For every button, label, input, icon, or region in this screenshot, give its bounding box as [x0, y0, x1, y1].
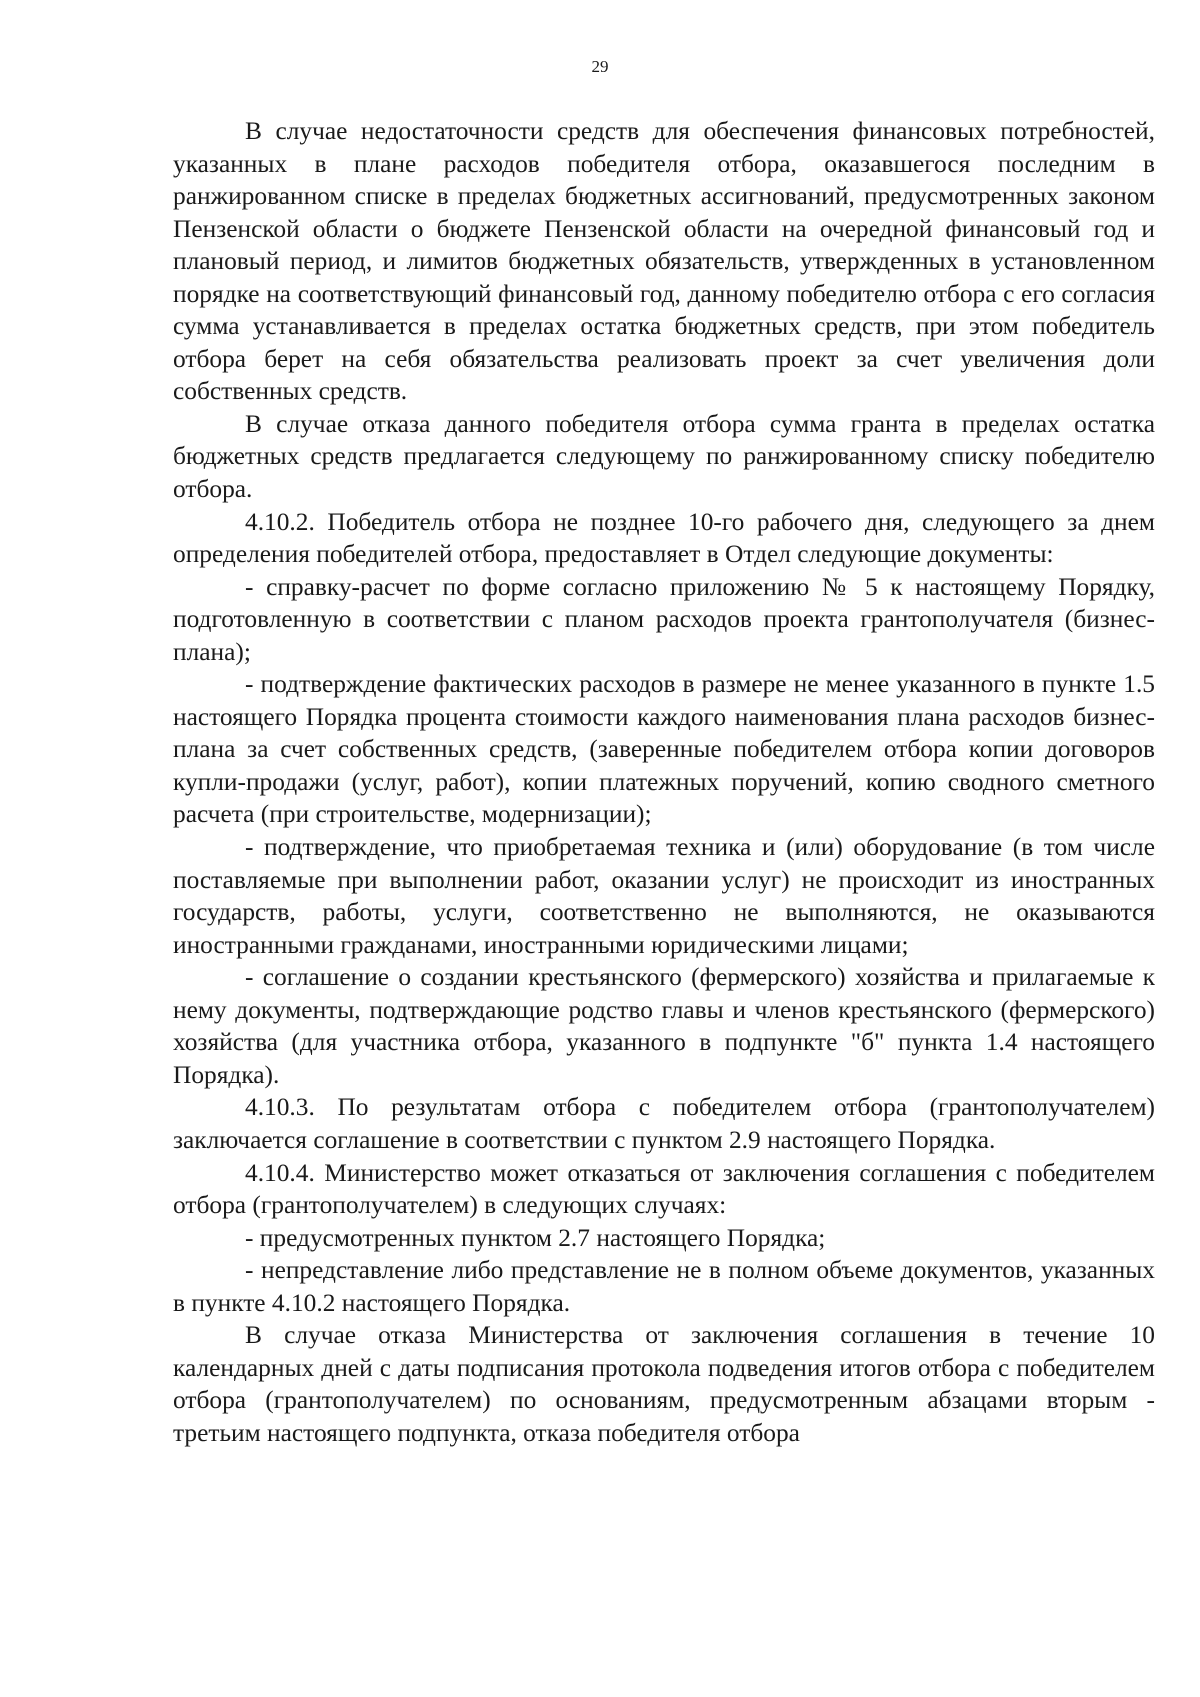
paragraph-ministry-refusal: В случае отказа Министерства от заключения соглашения в течение 10 календарных дней с даты подписания протокола подведения итогов отбора с победителем отбора (грантополучателем) по основаниям, предусмотренным абзацами вторым - третьим настоящего подпункта, отказа победителя отбора: [173, 1321, 1155, 1447]
list-item-refusal-ground-1: - предусмотренных пунктом 2.7 настоящего Порядка;: [245, 1223, 826, 1252]
paragraph-insufficient-funds: В случае недостаточности средств для обеспечения финансовых потребностей, указанных в плане расходов победителя отбора, оказавшегося последним в ранжированном списке в пределах бюджетных ассигнований, предусмотренных законом Пензенской области о бюджете Пензенской области на очередной финансовый год и плановый период, и лимитов бюджетных обязательств, утвержденных в установленном порядке на соответствующий финансовый год, данному победителю отбора с его согласия сумма устанавливается в пределах остатка бюджетных средств, при этом победитель отбора берет на себя обязательства реализовать проект за счет увеличения доли собственных средств.: [173, 117, 1155, 406]
paragraph-4-10-4: 4.10.4. Министерство может отказаться от заключения соглашения с победителем отбора (грантополучателем) в следующих случаях:: [173, 1158, 1155, 1220]
page-number: 29: [591, 57, 609, 76]
document-body: [173, 115, 1155, 1449]
list-item-refusal-ground-2: - непредставление либо представление не в полном объеме документов, указанных в пункте 4.10.2 настоящего Порядка.: [173, 1256, 1155, 1317]
list-item-calculation-certificate: - справку-расчет по форме согласно приложению № 5 к настоящему Порядку, подготовленную в соответствии с планом расходов проекта грантополучателя (бизнес-плана);: [173, 572, 1155, 666]
paragraph-4-10-2: 4.10.2. Победитель отбора не позднее 10-го рабочего дня, следующего за днем определения победителей отбора, предоставляет в Отдел следующие документы:: [173, 507, 1155, 569]
list-item-equipment-origin: - подтверждение, что приобретаемая техника и (или) оборудование (в том числе поставляемые при выполнении работ, оказании услуг) не происходит из иностранных государств, работы, услуги, соответственно не выполняются, не оказываются иностранными гражданами, иностранными юридическими лицами;: [173, 833, 1155, 959]
paragraph-4-10-3: 4.10.3. По результатам отбора с победителем отбора (грантополучателем) заключается соглашение в соответствии с пунктом 2.9 настоящего Порядка.: [173, 1093, 1155, 1154]
list-item-expense-confirmation: - подтверждение фактических расходов в размере не менее указанного в пункте 1.5 настоящего Порядка процента стоимости каждого наименования плана расходов бизнес-плана за счет собственных средств, (заверенные победителем отбора копии договоров купли-продажи (услуг, работ), копии платежных поручений, копию сводного сметного расчета (при строительстве, модернизации);: [173, 670, 1155, 829]
paragraph-winner-refusal: В случае отказа данного победителя отбора сумма гранта в пределах остатка бюджетных средств предлагается следующему по ранжированному списку победителю отбора.: [173, 409, 1155, 504]
list-item-farm-agreement: - соглашение о создании крестьянского (фермерского) хозяйства и прилагаемые к нему документы, подтверждающие родство главы и членов крестьянского (фермерского) хозяйства (для участника отбора, указанного в подпункте "б" пункта 1.4 настоящего Порядка).: [173, 963, 1155, 1089]
